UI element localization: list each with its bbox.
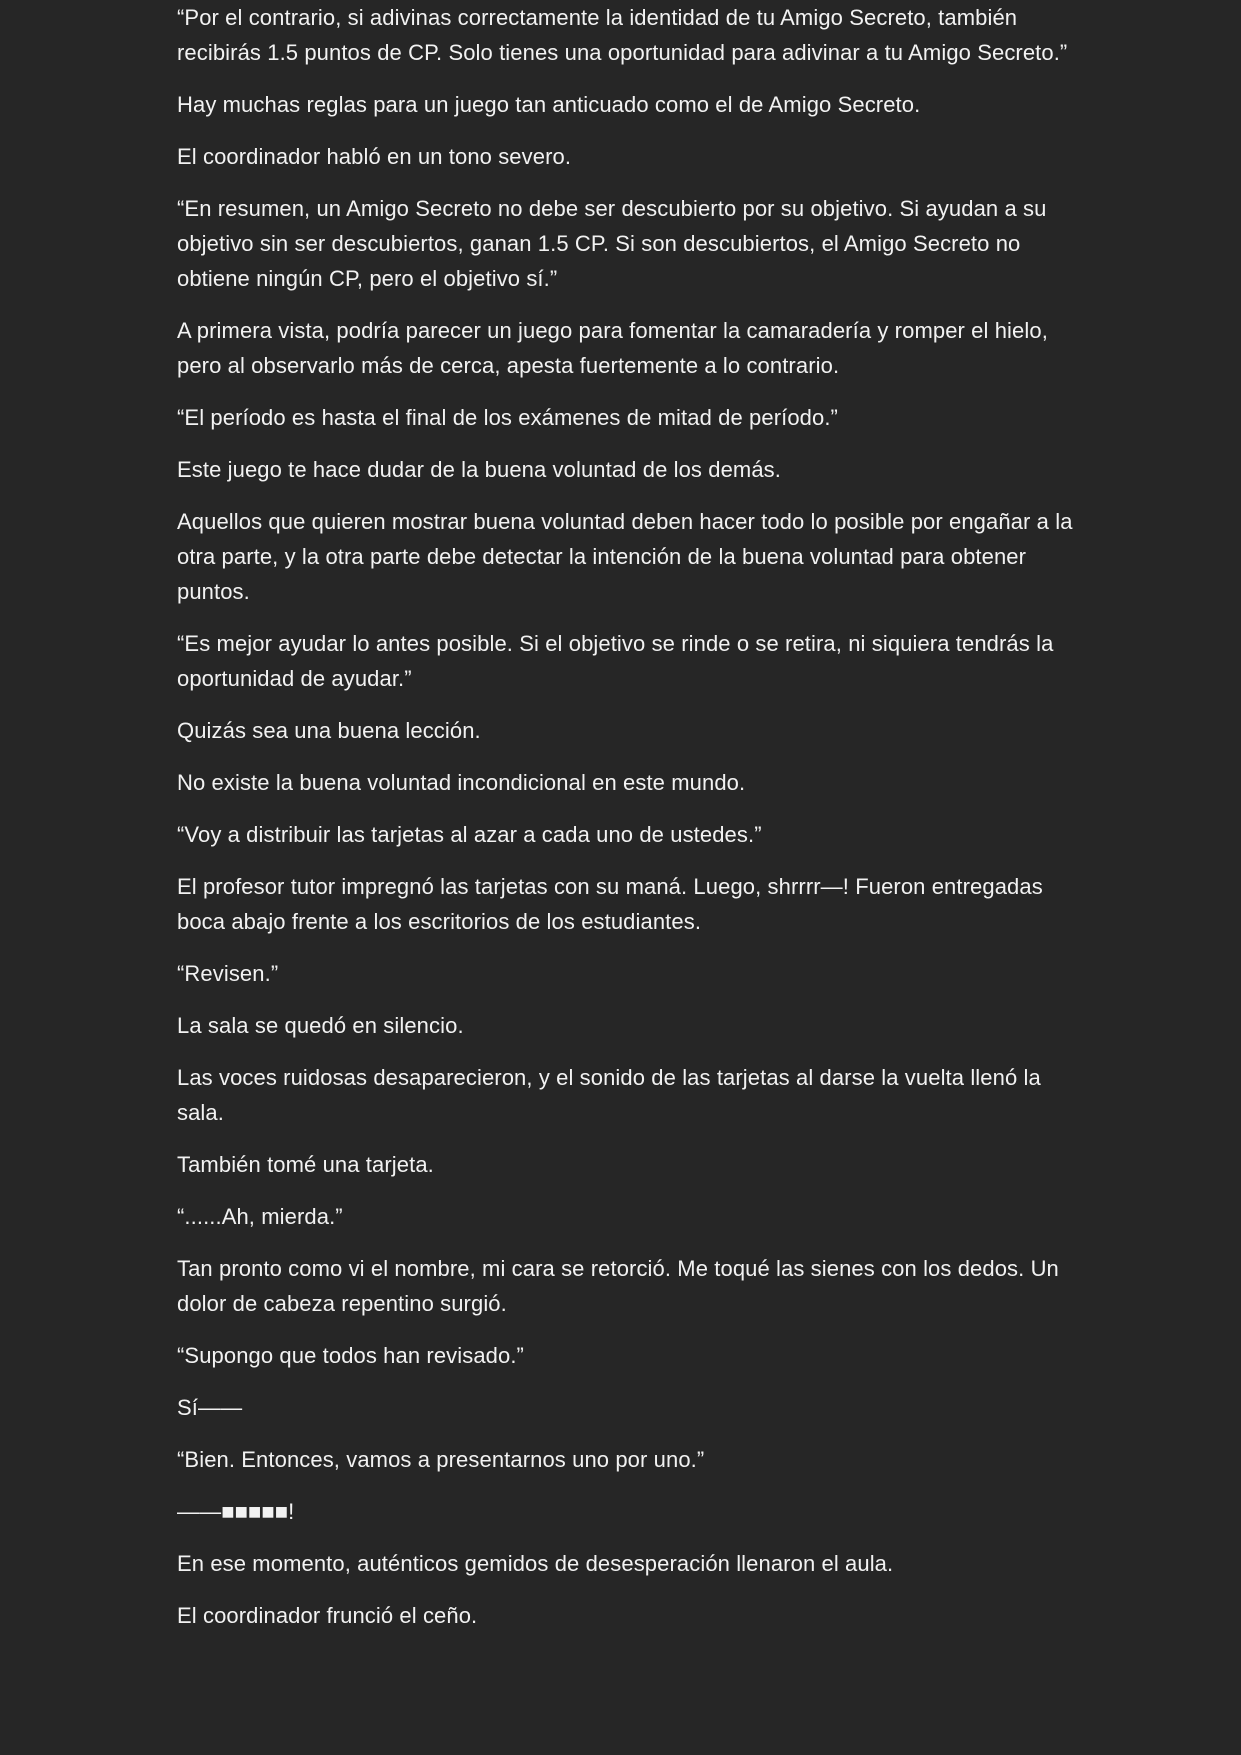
paragraph-1: “Por el contrario, si adivinas correctamente la identidad de tu Amigo Secreto, también recibirás 1.5 puntos de CP. Solo tienes una oportunidad para adivinar a tu Amigo Secreto.” [177, 5, 1068, 65]
paragraph-7: Este juego te hace dudar de la buena voluntad de los demás. [177, 457, 781, 482]
reading-pane [177, 0, 1077, 1650]
paragraph-2: Hay muchas reglas para un juego tan anticuado como el de Amigo Secreto. [177, 92, 921, 117]
paragraph-14: “Revisen.” [177, 961, 279, 986]
paragraph-18: “......Ah, mierda.” [177, 1204, 343, 1229]
paragraph-25: El coordinador frunció el ceño. [177, 1603, 478, 1628]
paragraph-8: Aquellos que quieren mostrar buena voluntad deben hacer todo lo posible por engañar a la otra parte, y la otra parte debe detectar la intención de la buena voluntad para obtener puntos. [177, 509, 1073, 604]
paragraph-21: Sí—— [177, 1395, 243, 1420]
paragraph-6: “El período es hasta el final de los exámenes de mitad de período.” [177, 405, 838, 430]
paragraph-16: Las voces ruidosas desaparecieron, y el sonido de las tarjetas al darse la vuelta llenó la sala. [177, 1065, 1041, 1125]
paragraph-20: “Supongo que todos han revisado.” [177, 1343, 524, 1368]
paragraph-10: Quizás sea una buena lección. [177, 718, 481, 743]
paragraph-5: A primera vista, podría parecer un juego para fomentar la camaradería y romper el hielo, pero al observarlo más de cerca, apesta fuertemente a lo contrario. [177, 318, 1048, 378]
paragraph-22: “Bien. Entonces, vamos a presentarnos uno por uno.” [177, 1447, 705, 1472]
paragraph-17: También tomé una tarjeta. [177, 1152, 434, 1177]
paragraph-9: “Es mejor ayudar lo antes posible. Si el objetivo se rinde o se retira, ni siquiera tendrás la oportunidad de ayudar.” [177, 631, 1054, 691]
paragraph-11: No existe la buena voluntad incondicional en este mundo. [177, 770, 746, 795]
paragraph-19: Tan pronto como vi el nombre, mi cara se retorció. Me toqué las sienes con los dedos. Un dolor de cabeza repentino surgió. [177, 1256, 1059, 1316]
paragraph-24: En ese momento, auténticos gemidos de desesperación llenaron el aula. [177, 1551, 894, 1576]
paragraph-23: ——■■■■■! [177, 1499, 295, 1524]
paragraph-3: El coordinador habló en un tono severo. [177, 144, 572, 169]
paragraph-15: La sala se quedó en silencio. [177, 1013, 464, 1038]
paragraph-13: El profesor tutor impregnó las tarjetas con su maná. Luego, shrrrr—! Fueron entregadas boca abajo frente a los escritorios de los estudiantes. [177, 874, 1043, 934]
paragraph-4: “En resumen, un Amigo Secreto no debe ser descubierto por su objetivo. Si ayudan a su objetivo sin ser descubiertos, ganan 1.5 CP. Si son descubiertos, el Amigo Secreto no obtiene ningún CP, pero el objetivo sí.” [177, 196, 1047, 291]
paragraph-12: “Voy a distribuir las tarjetas al azar a cada uno de ustedes.” [177, 822, 762, 847]
